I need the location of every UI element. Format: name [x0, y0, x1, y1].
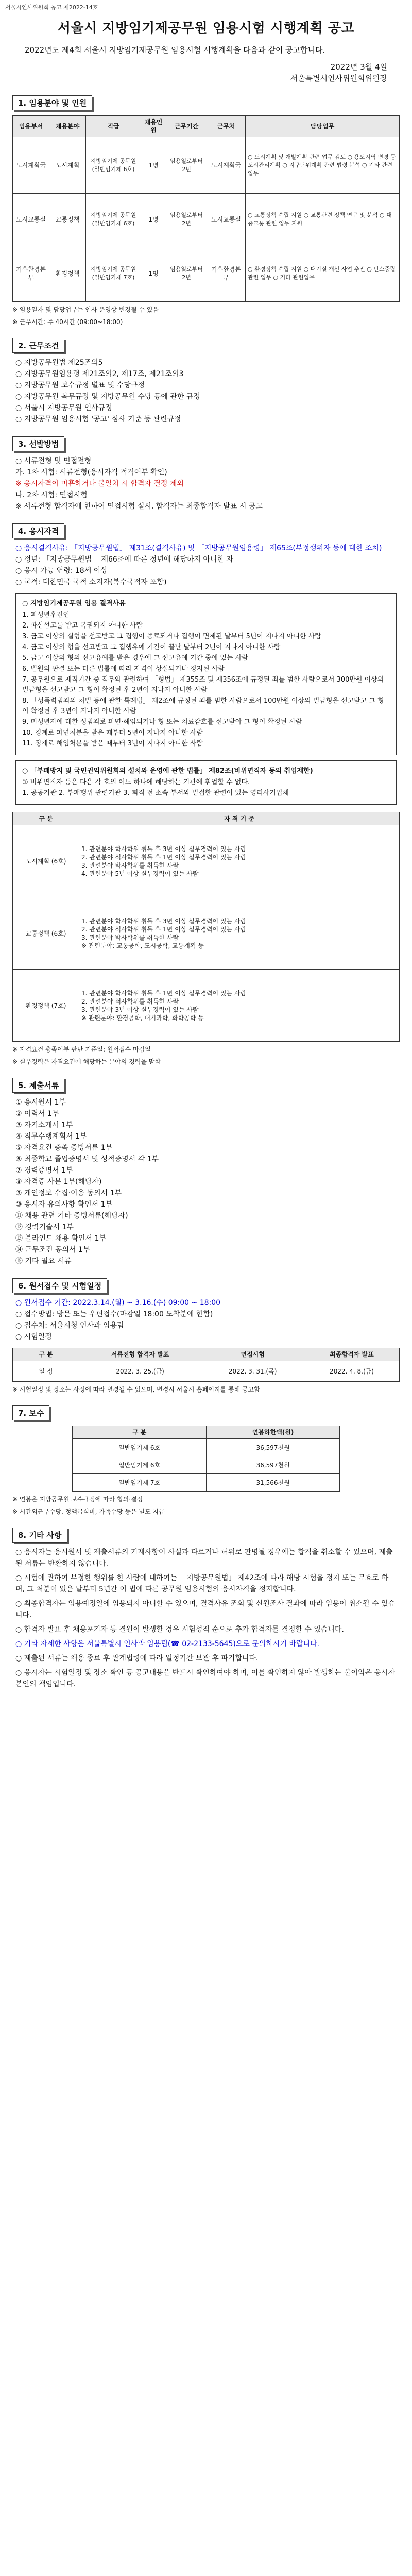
list-item: 1. 공공기관 2. 부패행위 관련기관 3. 퇴직 전 소속 부서와 밀접한 관련이 있는 영리사기업체 — [22, 789, 289, 797]
list-item: ○ 응시자는 시험일정 및 장소 확인 등 공고내용을 반드시 확인하여야 하며, 이를 확인하지 않아 발생하는 불이익은 응시자 본인의 책임입니다. — [15, 1669, 396, 1688]
section-7-label: 7. 보수 — [12, 1405, 49, 1420]
list-item: 나. 2차 시험: 면접시험 — [15, 491, 88, 499]
salary-note: ※ 연봉은 지방공무원 보수규정에 따라 협의·결정 — [12, 1496, 143, 1503]
section-8-label: 8. 기타 사항 — [12, 1528, 67, 1543]
cell: 1명 — [141, 137, 166, 194]
list-item: ① 비위면직자 등은 다음 각 호의 어느 하나에 해당하는 기관에 취업할 수 없다. — [22, 778, 250, 786]
list-item: ⑦ 경력증명서 1부 — [15, 1166, 73, 1175]
table-header-row — [13, 116, 400, 137]
section-2-body — [15, 357, 397, 425]
salary-note: ※ 시간외근무수당, 정액급식비, 가족수당 등은 별도 지급 — [12, 1508, 165, 1515]
list-item: ⑧ 자격증 사본 1부(해당자) — [15, 1178, 102, 1186]
cell: 일반임기제 6호 — [73, 1439, 207, 1456]
list-item: 가. 1차 시험: 서류전형(응시자격 적격여부 확인) — [15, 468, 167, 477]
cell: 지방임기제 공무원(일반임기제 6호) — [86, 194, 141, 245]
cell: 임용일로부터 2년 — [166, 137, 207, 194]
section-4-body — [15, 543, 397, 588]
col-header: 근무기간 — [166, 116, 207, 137]
intro-text: 2022년도 제4회 서울시 지방임기제공무원 임용시험 시행계획을 다음과 같이 공고합니다. — [25, 45, 325, 55]
list-item: ○ 서류전형 및 면접전형 — [15, 457, 92, 465]
cell: ○ 환경정책 수립 지원 ○ 대기질 개선 사업 추진 ○ 탄소중립 관련 업무 ○ 기타 관련업무 — [246, 245, 400, 302]
list-item: ○ 제출된 서류는 채용 종료 후 관계법령에 따라 일정기간 보관 후 파기합니다. — [15, 1654, 259, 1663]
list-item: 8. 「성폭력범죄의 처벌 등에 관한 특례법」 제2조에 규정된 죄를 범한 사람으로서 100만원 이상의 벌금형을 선고받고 그 형이 확정된 후 3년이 지나지 아니한 사람 — [22, 697, 384, 715]
cell: 도시계획국 — [13, 137, 49, 194]
cell: 1. 관련분야 학사학위 취득 후 1년 이상 실무경력이 있는 사람 2. 관련분야 석사학위를 취득한 사람 3. 관련분야 3년 이상 실무경력이 있는 사람 ※ 관련분야: 환경공학, 대기과학, 화학공학 등 — [79, 970, 400, 1042]
list-item: 7. 공무원으로 재직기간 중 직무와 관련하여 「형법」 제355조 및 제356조에 규정된 죄를 범한 사람으로서 300만원 이상의 벌금형을 선고받고 그 형이 확정된 후 2년이 지나지 아니한 사람 — [22, 676, 384, 694]
box-title: ○ 지방임기제공무원 임용 결격사유 — [22, 600, 126, 607]
date-block — [0, 61, 387, 84]
table-row — [13, 137, 400, 194]
list-item: 6. 법원의 판결 또는 다른 법률에 따라 자격이 상실되거나 정지된 사람 — [22, 665, 225, 673]
section-2-title — [12, 338, 412, 353]
cell: 도시계획국 — [207, 137, 246, 194]
positions-table — [12, 115, 400, 302]
table-row — [13, 897, 400, 970]
col-header: 최종합격자 발표 — [304, 1348, 400, 1361]
section-3-body — [15, 455, 397, 512]
notice-date: 2022년 3월 4일 — [330, 62, 387, 72]
table-header-row — [13, 1348, 400, 1361]
salary-table — [72, 1426, 340, 1492]
list-item: ⑪ 채용 관련 기타 증빙서류(해당자) — [15, 1212, 128, 1220]
schedule-note: ※ 시험일정 및 장소는 사정에 따라 변경될 수 있으며, 변경시 서울시 홈페이지를 통해 공고함 — [12, 1386, 260, 1393]
cell: 기후환경본부 — [207, 245, 246, 302]
section-8-body — [15, 1547, 397, 1690]
col-header: 면접시험 — [201, 1348, 304, 1361]
cell: 일반임기제 6호 — [73, 1456, 207, 1474]
list-item: ○ 접수방법: 방문 또는 우편접수(마감일 18:00 도착분에 한함) — [15, 1310, 213, 1318]
list-item: ※ 서류전형 합격자에 한하여 면접시험 실시, 합격자는 최종합격자 발표 시 공고 — [15, 502, 263, 511]
cell: ○ 도시계획 및 개발계획 관련 업무 검토 ○ 용도지역 변경 등 도시관리계획 ○ 지구단위계획 관련 법령 분석 ○ 기타 관련업무 — [246, 137, 400, 194]
qualification-note: ※ 실무경력은 자격요건에 해당하는 분야의 경력을 말함 — [12, 1058, 161, 1065]
schedule-table — [12, 1348, 400, 1382]
table-header-row — [73, 1426, 340, 1439]
list-item: ○ 지방공무원법 제25조의5 — [15, 359, 103, 367]
cell: 2022. 3. 25.(금) — [79, 1361, 201, 1382]
anti-corruption-list — [22, 777, 390, 799]
list-item: 5. 금고 이상의 형의 선고유예를 받은 경우에 그 선고유예 기간 중에 있는 사람 — [22, 654, 248, 662]
list-item: ○ 시험일정 — [15, 1333, 52, 1341]
list-item: ② 이력서 1부 — [15, 1110, 59, 1118]
list-item: ○ 합격자 발표 후 채용포기자 등 결원이 발생할 경우 시험성적 순으로 추가 합격자를 결정할 수 있습니다. — [15, 1625, 344, 1634]
col-header: 서류전형 합격자 발표 — [79, 1348, 201, 1361]
list-item: ○ 지방공무원임용령 제21조의2, 제17조, 제21조의3 — [15, 370, 184, 378]
section-5-label: 5. 제출서류 — [12, 1078, 64, 1093]
cell: 2022. 3. 31.(목) — [201, 1361, 304, 1382]
list-item: 2. 파산선고를 받고 복권되지 아니한 사람 — [22, 622, 143, 630]
cell: 교통정책 (6호) — [13, 897, 79, 970]
section-5-title — [12, 1078, 412, 1093]
list-item: ⑩ 응시자 유의사항 확인서 1부 — [15, 1200, 113, 1209]
section-6-title — [12, 1278, 412, 1293]
table-row — [13, 825, 400, 897]
list-item: ○ 지방공무원 보수규정 별표 및 수당규정 — [15, 381, 145, 389]
list-item: ⑨ 개인정보 수집·이용 동의서 1부 — [15, 1189, 122, 1197]
disqualification-list — [22, 610, 390, 749]
section-2-label: 2. 근무조건 — [12, 338, 64, 353]
sec1-note: ※ 임용일자 및 담당업무는 인사 운영상 변경될 수 있음 — [12, 306, 159, 313]
cell: 36,597천원 — [207, 1456, 340, 1474]
list-item: ○ 응시결격사유: 「지방공무원법」 제31조(결격사유) 및 「지방공무원임용령」 제65조(부정행위자 등에 대한 조치) — [15, 544, 382, 552]
list-item: ○ 서울시 지방공무원 인사규정 — [15, 404, 112, 412]
col-header: 채용분야 — [49, 116, 86, 137]
cell: 1. 관련분야 학사학위 취득 후 3년 이상 실무경력이 있는 사람 2. 관련분야 석사학위 취득 후 1년 이상 실무경력이 있는 사람 3. 관련분야 박사학위를 취득한 사람 ※ 관련분야: 교통공학, 도시공학, 교통계획 등 — [79, 897, 400, 970]
cell: 지방임기제 공무원(일반임기제 7호) — [86, 245, 141, 302]
cell: 기후환경본부 — [13, 245, 49, 302]
list-item: ○ 국적: 대한민국 국적 소지자(복수국적자 포함) — [15, 578, 167, 586]
disqualification-box — [15, 593, 397, 755]
section-5-body — [15, 1097, 397, 1267]
cell: 환경정책 — [49, 245, 86, 302]
section-3-label: 3. 선발방법 — [12, 436, 64, 451]
table-row — [13, 970, 400, 1042]
section-6-label: 6. 원서접수 및 시험일정 — [12, 1278, 107, 1293]
table-row — [73, 1456, 340, 1474]
col-header: 채용인원 — [141, 116, 166, 137]
cell: 도시계획 — [49, 137, 86, 194]
box-title: ○ 「부패방지 및 국민권익위원회의 설치와 운영에 관한 법률」 제82조(비위면직자 등의 취업제한) — [22, 767, 313, 775]
list-item: ③ 자기소개서 1부 — [15, 1121, 73, 1129]
col-header: 구 분 — [73, 1426, 207, 1439]
anti-corruption-box — [15, 760, 397, 805]
list-item: ⑤ 자격요건 충족 증빙서류 1부 — [15, 1144, 113, 1152]
list-item: ⑫ 경력기술서 1부 — [15, 1223, 74, 1231]
section-1-label: 1. 임용분야 및 인원 — [12, 95, 92, 110]
cell: 36,597천원 — [207, 1439, 340, 1456]
section-6-body — [15, 1297, 397, 1343]
list-item: 4. 금고 이상의 형을 선고받고 그 집행유예 기간이 끝난 날부터 2년이 지나지 아니한 사람 — [22, 643, 281, 651]
list-item: ○ 응시자는 응시원서 및 제출서류의 기재사항이 사실과 다르거나 허위로 판명될 경우에는 합격을 취소할 수 있으며, 제출된 서류는 반환하지 않습니다. — [15, 1548, 393, 1568]
page-title: 서울시 지방임기제공무원 임용시험 시행계획 공고 — [57, 21, 355, 36]
list-item: ○ 시험에 관하여 부정한 행위를 한 사람에 대하여는 「지방공무원법」 제42조에 따라 해당 시험을 정지 또는 무효로 하며, 그 처분이 있은 날부터 5년간 이 법에 따른 공무원 임용시험의 응시자격을 정지합니다. — [15, 1574, 389, 1594]
cell: 도시교통실 — [207, 194, 246, 245]
col-header: 담당업무 — [246, 116, 400, 137]
cell: 일 정 — [13, 1361, 79, 1382]
list-item: ⑮ 기타 필요 서류 — [15, 1257, 72, 1265]
list-item: 3. 금고 이상의 실형을 선고받고 그 집행이 종료되거나 집행이 면제된 날부터 5년이 지나지 아니한 사람 — [22, 633, 321, 640]
cell: 환경정책 (7호) — [13, 970, 79, 1042]
col-header: 구 분 — [13, 812, 79, 825]
table-row — [13, 1361, 400, 1382]
list-item: ① 응시원서 1부 — [15, 1098, 66, 1107]
cell: 도시계획 (6호) — [13, 825, 79, 897]
section-4-label: 4. 응시자격 — [12, 523, 64, 538]
section-7-title — [12, 1405, 412, 1420]
cell: 31,566천원 — [207, 1474, 340, 1492]
list-item: ○ 응시 가능 연령: 18세 이상 — [15, 567, 108, 575]
list-item: ⑭ 근무조건 동의서 1부 — [15, 1246, 90, 1254]
list-item: ○ 원서접수 기간: 2022.3.14.(월) ~ 3.16.(수) 09:00 ~ 18:00 — [15, 1299, 221, 1307]
cell: 임용일로부터 2년 — [166, 245, 207, 302]
list-item: ※ 응시자격이 미흡하거나 불일치 시 합격자 결정 제외 — [15, 480, 184, 488]
table-row — [73, 1474, 340, 1492]
list-item: ○ 최종합격자는 임용예정일에 임용되지 아니할 수 있으며, 결격사유 조회 및 신원조사 결과에 따라 임용이 취소될 수 있습니다. — [15, 1600, 396, 1619]
list-item: ○ 기타 자세한 사항은 서울특별시 인사과 임용팀(☎ 02-2133-5645)으로 문의하시기 바랍니다. — [15, 1640, 319, 1648]
cell: 도시교통실 — [13, 194, 49, 245]
qualification-note: ※ 자격요건 충족여부 판단 기준일: 원서접수 마감일 — [12, 1046, 151, 1053]
list-item: ○ 지방공무원 임용시험 '공고' 심사 기준 등 관련규정 — [15, 415, 181, 423]
table-row — [13, 194, 400, 245]
table-header-row — [13, 812, 400, 825]
sec1-note: ※ 근무시간: 주 40시간 (09:00~18:00) — [12, 318, 123, 326]
section-8-title — [12, 1528, 412, 1543]
list-item: ○ 지방공무원 복무규정 및 지방공무원 수당 등에 관한 규정 — [15, 393, 200, 401]
list-item: 9. 미성년자에 대한 성범죄로 파면·해임되거나 형 또는 치료감호를 선고받아 그 형이 확정된 사람 — [22, 718, 302, 726]
cell: 지방임기제 공무원(일반임기제 6호) — [86, 137, 141, 194]
cell: 임용일로부터 2년 — [166, 194, 207, 245]
list-item: 1. 피성년후견인 — [22, 611, 70, 619]
list-item: ⑬ 블라인드 채용 확인서 1부 — [15, 1234, 106, 1243]
qualification-table — [12, 812, 400, 1042]
col-header: 구 분 — [13, 1348, 79, 1361]
list-item: ○ 정년: 「지방공무원법」 제66조에 따른 정년에 해당하지 아니한 자 — [15, 555, 233, 564]
cell: 1명 — [141, 194, 166, 245]
section-4-title — [12, 523, 412, 538]
col-header: 임용부서 — [13, 116, 49, 137]
cell: 2022. 4. 8.(금) — [304, 1361, 400, 1382]
list-item: 10. 징계로 파면처분을 받은 때부터 5년이 지나지 아니한 사람 — [22, 729, 203, 737]
cell: 1. 관련분야 학사학위 취득 후 3년 이상 실무경력이 있는 사람 2. 관련분야 석사학위 취득 후 1년 이상 실무경력이 있는 사람 3. 관련분야 박사학위를 취득한 사람 4. 관련분야 5년 이상 실무경력이 있는 사람 — [79, 825, 400, 897]
table-row — [13, 245, 400, 302]
list-item: ⑥ 최종학교 졸업증명서 및 성적증명서 각 1부 — [15, 1155, 159, 1163]
table-row — [73, 1439, 340, 1456]
col-header: 직급 — [86, 116, 141, 137]
cell: 1명 — [141, 245, 166, 302]
col-header: 근무처 — [207, 116, 246, 137]
list-item: ○ 접수처: 서울시청 인사과 임용팀 — [15, 1321, 124, 1330]
col-header: 자 격 기 준 — [79, 812, 400, 825]
cell: 교통정책 — [49, 194, 86, 245]
cell: ○ 교통정책 수립 지원 ○ 교통관련 정책 연구 및 분석 ○ 대중교통 관련 업무 지원 — [246, 194, 400, 245]
section-3-title — [12, 436, 412, 451]
notice-number: 서울시인사위원회 공고 제2022-14호 — [5, 4, 98, 11]
section-1-title — [12, 95, 412, 110]
list-item: 11. 징계로 해임처분을 받은 때부터 3년이 지나지 아니한 사람 — [22, 740, 203, 748]
agency-name: 서울특별시인사위원회위원장 — [290, 74, 387, 83]
list-item: ④ 직무수행계획서 1부 — [15, 1132, 87, 1141]
col-header: 연봉하한액(원) — [207, 1426, 340, 1439]
cell: 일반임기제 7호 — [73, 1474, 207, 1492]
